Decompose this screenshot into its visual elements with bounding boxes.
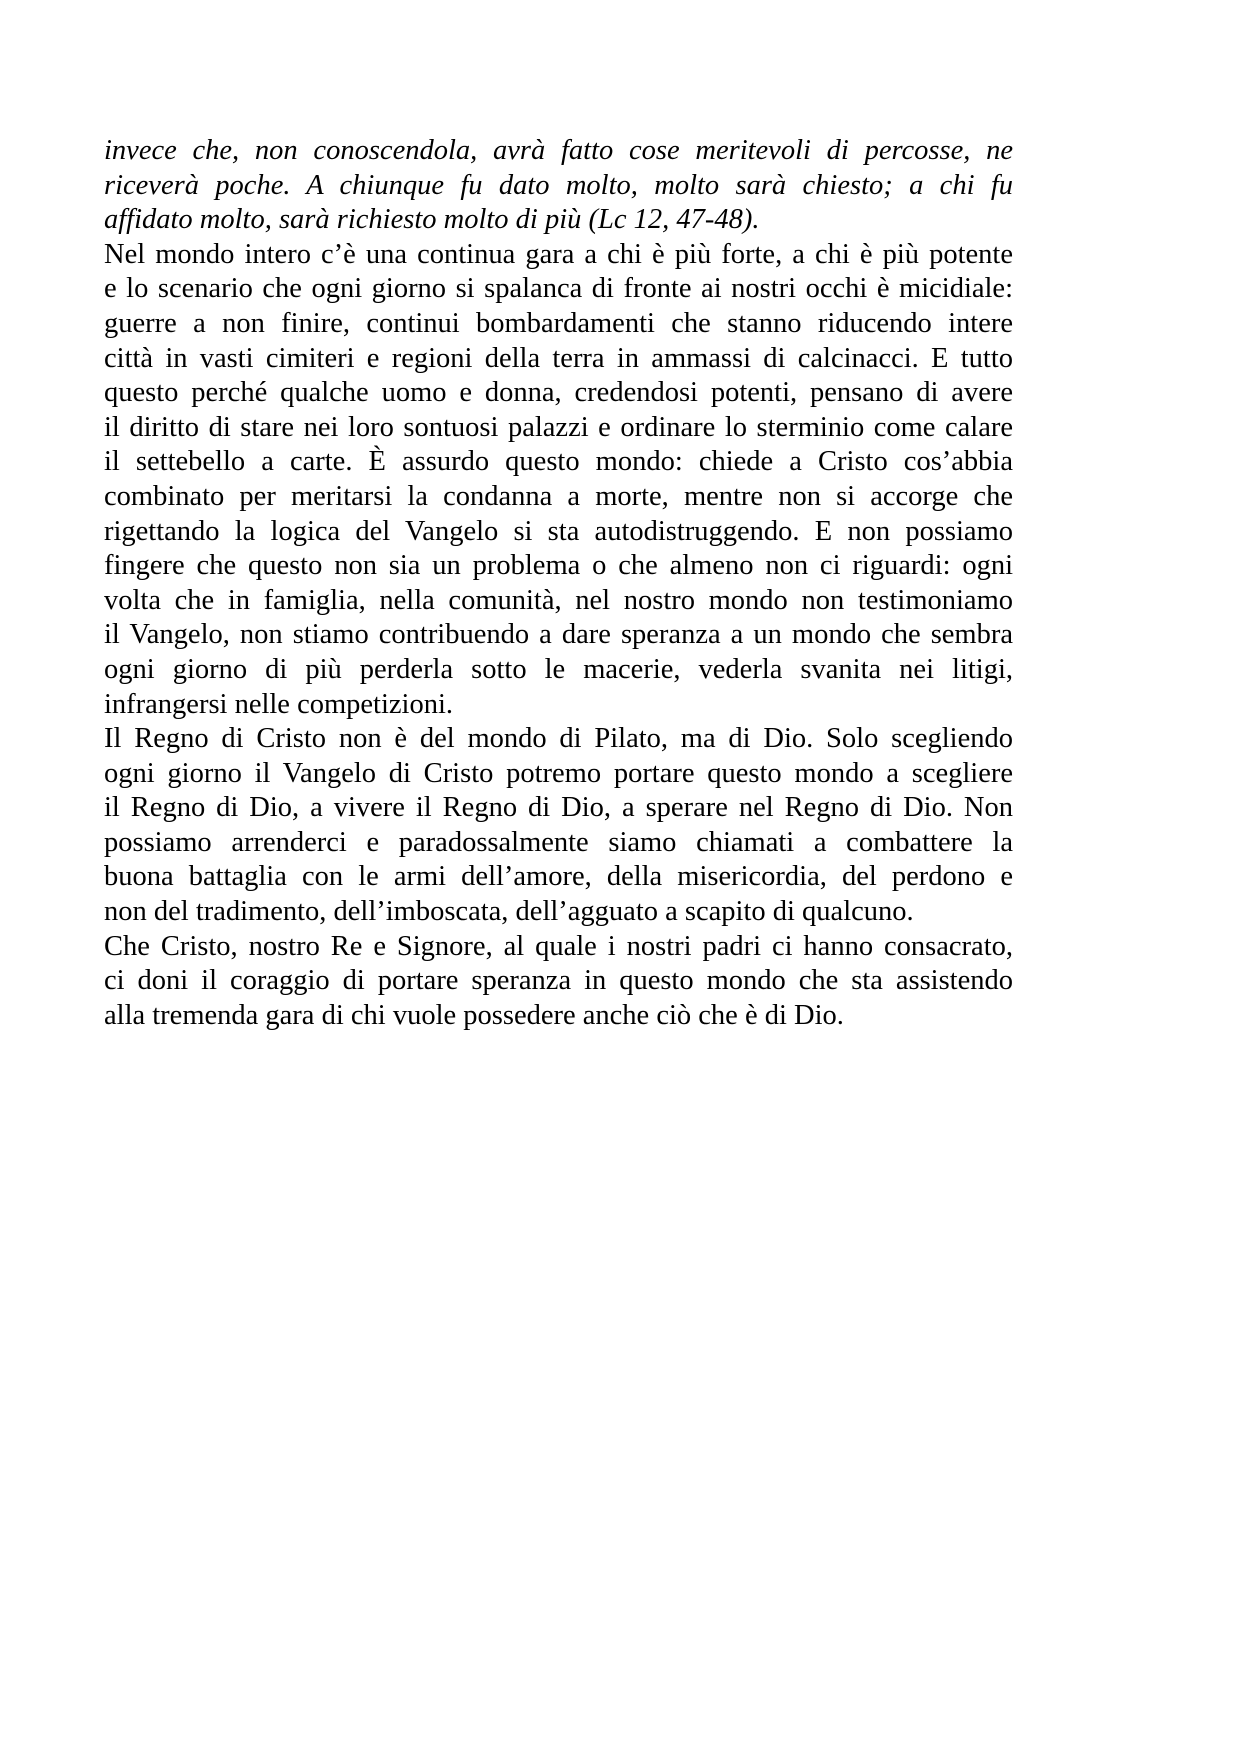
text-line: e lo scenario che ogni giorno si spalanca di fronte ai nostri occhi è micidiale:: [104, 273, 1013, 305]
text-block: [104, 134, 1013, 1033]
text-line: combinato per meritarsi la condanna a morte, mentre non si accorge che: [104, 480, 1013, 512]
text-line: Che Cristo, nostro Re e Signore, al quale i nostri padri ci hanno consacrato,: [104, 930, 1013, 962]
paragraph-body-2: [104, 722, 1013, 930]
text-line: guerre a non finire, continui bombardamenti che stanno riducendo intere: [104, 307, 1013, 339]
text-line: il Regno di Dio, a vivere il Regno di Dio, a sperare nel Regno di Dio. Non: [104, 792, 1013, 824]
text-line: alla tremenda gara di chi vuole possedere anche ciò che è di Dio.: [104, 999, 844, 1031]
text-line: riceverà poche. A chiunque fu dato molto, molto sarà chiesto; a chi fu: [104, 169, 1013, 201]
text-line: affidato molto, sarà richiesto molto di più (Lc 12, 47-48).: [104, 204, 760, 236]
text-line: il Vangelo, non stiamo contribuendo a dare speranza a un mondo che sembra: [104, 619, 1013, 651]
text-line: Il Regno di Cristo non è del mondo di Pilato, ma di Dio. Solo scegliendo: [104, 723, 1013, 755]
text-line: infrangersi nelle competizioni.: [104, 688, 453, 720]
text-line: buona battaglia con le armi dell’amore, della misericordia, del perdono e: [104, 861, 1013, 893]
text-line: non del tradimento, dell’imboscata, dell’agguato a scapito di qualcuno.: [104, 896, 914, 928]
text-line: il diritto di stare nei loro sontuosi palazzi e ordinare lo sterminio come calare: [104, 411, 1013, 443]
text-line: fingere che questo non sia un problema o che almeno non ci riguardi: ogni: [104, 550, 1013, 582]
text-line: città in vasti cimiteri e regioni della terra in ammassi di calcinacci. E tutto: [104, 342, 1013, 374]
paragraph-scripture-quote: [104, 134, 1013, 238]
text-line: Nel mondo intero c’è una continua gara a chi è più forte, a chi è più potente: [104, 238, 1013, 270]
text-line: rigettando la logica del Vangelo si sta autodistruggendo. E non possiamo: [104, 515, 1013, 547]
text-line: volta che in famiglia, nella comunità, nel nostro mondo non testimoniamo: [104, 584, 1013, 616]
text-line: il settebello a carte. È assurdo questo mondo: chiede a Cristo cos’abbia: [104, 446, 1013, 478]
paragraph-body-3: [104, 930, 1013, 1034]
text-line: possiamo arrenderci e paradossalmente siamo chiamati a combattere la: [104, 826, 1013, 858]
text-line: questo perché qualche uomo e donna, credendosi potenti, pensano di avere: [104, 377, 1013, 409]
text-line: ci doni il coraggio di portare speranza in questo mondo che sta assistendo: [104, 965, 1013, 997]
text-line: ogni giorno di più perderla sotto le macerie, vederla svanita nei litigi,: [104, 653, 1013, 685]
text-line: ogni giorno il Vangelo di Cristo potremo portare questo mondo a scegliere: [104, 757, 1013, 789]
text-line: invece che, non conoscendola, avrà fatto cose meritevoli di percosse, ne: [104, 135, 1013, 166]
paragraph-body-1: [104, 238, 1013, 722]
